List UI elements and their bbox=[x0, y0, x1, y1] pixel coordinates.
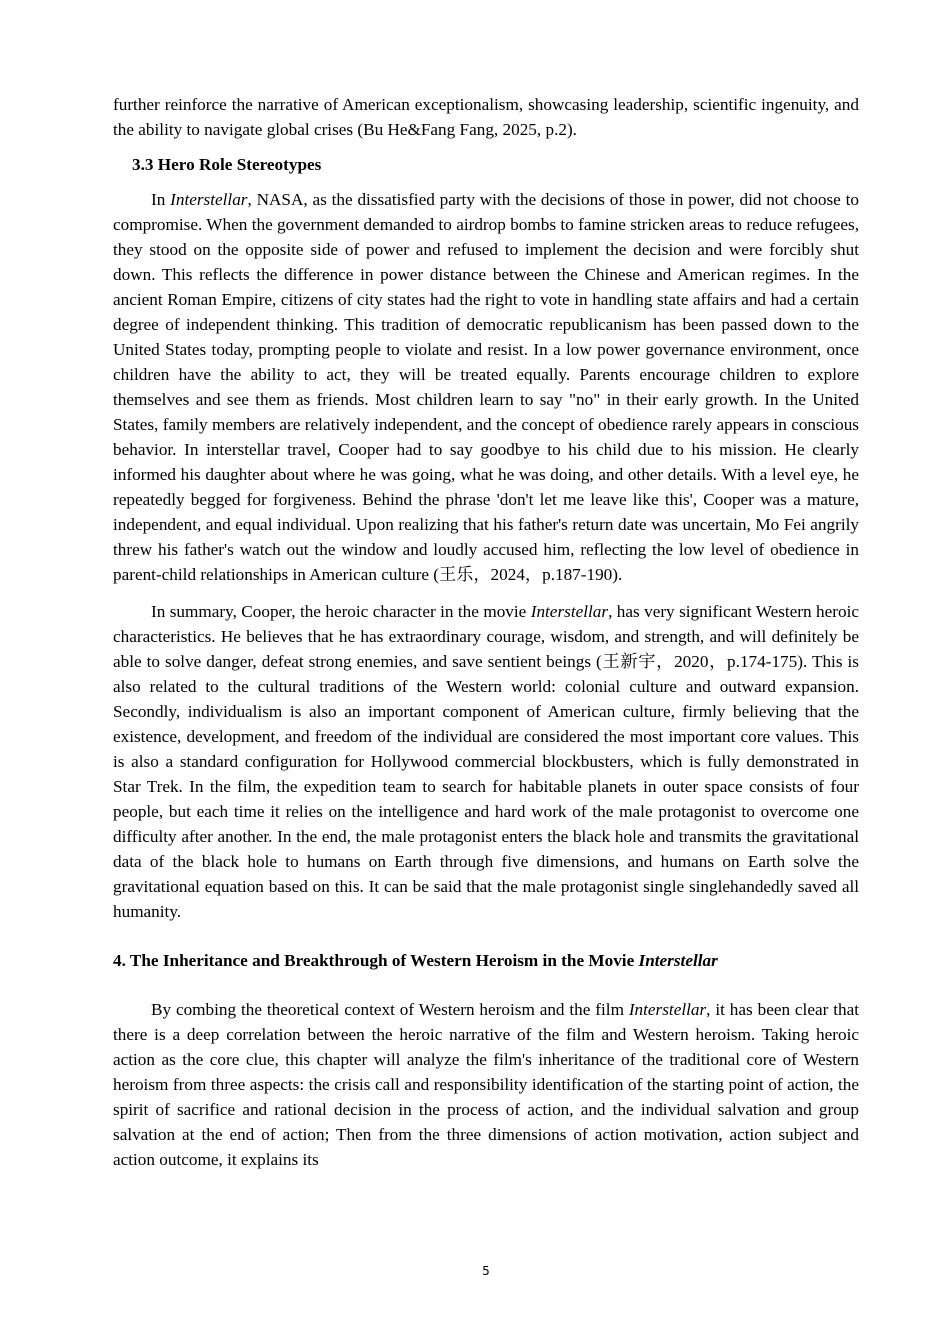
section-heading-3-3: 3.3 Hero Role Stereotypes bbox=[132, 155, 322, 174]
page-body bbox=[113, 92, 859, 1172]
film-title: Interstellar bbox=[530, 602, 609, 621]
paragraph-text: , NASA, as the dissatisfied party with the decisions of those in power, did not choose to compromise. When the government demanded to airdrop bombs to famine stricken areas to reduce refugees, they stood on the opposite side of power and refused to implement the decision and were forcibly shut down. This reflects the difference in power distance between the Chinese and American regimes. In the ancient Roman Empire, citizens of city states had the right to vote in handling state affairs and had a certain degree of independent thinking. This tradition of democratic republicanism has been passed down to the United States today, prompting people to violate and resist. In a low power governance environment, once children have the ability to act, they will be treated equally. Parents encourage children to explore themselves and see them as friends. Most children learn to say "no" in their early growth. In the United States, family members are relatively independent, and the concept of obedience rarely appears in conscious behavior. In interstellar travel, Cooper had to say goodbye to his child due to his mission. He clearly informed his daughter about where he was going, what he was doing, and other details. With a level eye, he repeatedly begged for forgiveness. Behind the phrase 'don't let me leave like this', Cooper was a mature, independent, and equal individual. Upon realizing that his father's return date was uncertain, Mo Fei angrily threw his father's watch out the window and loudly accused him, reflecting the low level of obedience in parent-child relationships in American culture (王乐，2024，p.187-190). bbox=[113, 190, 859, 584]
paragraph-text: , it has been clear that there is a deep correlation between the heroic narrative of the film and Western heroism. Taking heroic action as the core clue, this chapter will analyze the film's inheritance of the traditional core of Western heroism from three aspects: the crisis call and responsibility identification of the starting point of action, the spirit of sacrifice and rational decision in the process of action, and the individual salvation and group salvation at the end of action; Then from the three dimensions of action motivation, action subject and action outcome, it explains its bbox=[113, 1000, 859, 1169]
paragraph-text: , has very significant Western heroic characteristics. He believes that he has extraordinary courage, wisdom, and strength, and will definitely be able to solve danger, defeat strong enemies, and save sentient beings (王新宇，2020，p.174-175). This is also related to the cultural traditions of the Western world: colonial culture and outward expansion. Secondly, individualism is also an important component of American culture, firmly believing that the existence, development, and freedom of the individual are considered the most important core values. This is also a standard configuration for Hollywood commercial blockbusters, which is fully demonstrated in Star Trek. In the film, the expedition team to search for habitable planets in outer space consists of four people, but each time it relies on the intelligence and hard work of the male protagonist to overcome one difficulty after another. In the end, the male protagonist enters the black hole and transmits the gravitational data of the black hole to humans on Earth through five dimensions, and humans on Earth solve the gravitational equation based on this. It can be said that the male protagonist single singlehandedly saved all humanity. bbox=[113, 602, 859, 921]
section-heading-4 bbox=[113, 948, 859, 973]
paragraph-chapter-intro bbox=[113, 997, 859, 1172]
paragraph-summary bbox=[113, 599, 859, 924]
heading-text: 4. The Inheritance and Breakthrough of Western Heroism in the Movie bbox=[113, 951, 639, 970]
film-title: Interstellar bbox=[628, 1000, 707, 1019]
paragraph-continued: further reinforce the narrative of American exceptionalism, showcasing leadership, scientific ingenuity, and the ability to navigate global crises (Bu He&Fang Fang, 2025, p.2). bbox=[113, 95, 859, 139]
film-title: Interstellar bbox=[170, 190, 248, 209]
page-number: 5 bbox=[482, 1264, 490, 1278]
paragraph-text: By combing the theoretical context of Western heroism and the film bbox=[151, 1000, 629, 1019]
paragraph-text: In bbox=[151, 190, 171, 209]
paragraph-power-distance bbox=[113, 187, 859, 587]
film-title: Interstellar bbox=[638, 951, 718, 970]
paragraph-text: In summary, Cooper, the heroic character in the movie bbox=[151, 602, 531, 621]
